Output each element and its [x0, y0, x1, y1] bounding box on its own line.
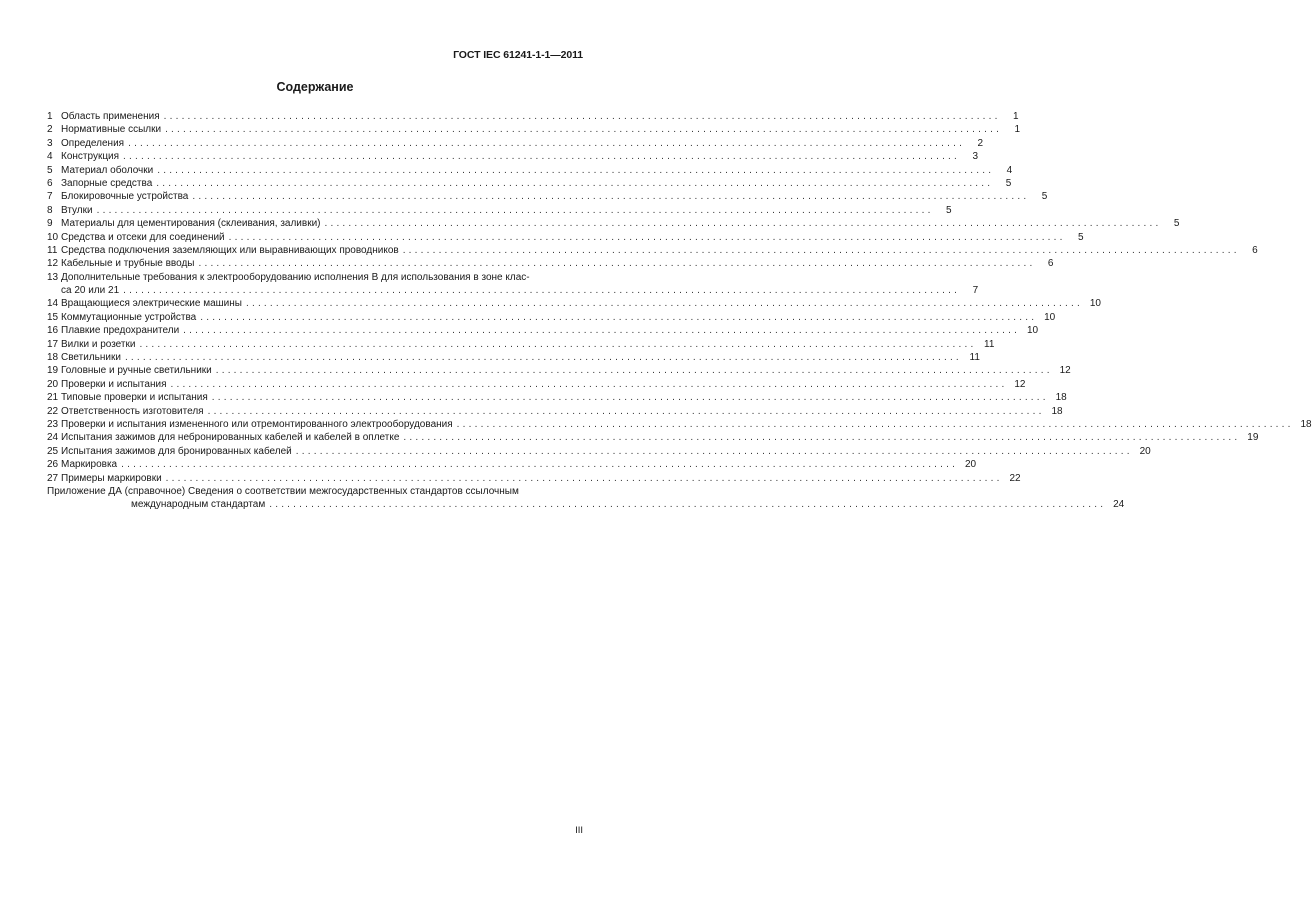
- toc-entry-title: Область применения: [61, 111, 160, 122]
- toc-entry-number: 7: [47, 191, 53, 203]
- dot-leader: ............................................................................................................................................: [456, 418, 1294, 430]
- dot-leader: ............................................................................................................................................: [207, 405, 1045, 417]
- dot-leader: ............................................................................................................................................: [211, 392, 1049, 404]
- toc-entry-page: 5: [1005, 177, 1012, 189]
- dot-leader: ............................................................................................................................................: [157, 164, 995, 176]
- toc-entry-title: Светильники: [61, 352, 121, 364]
- page-number: III: [575, 825, 583, 836]
- toc-entry-page: 18: [1055, 392, 1067, 404]
- toc-entry-title: Нормативные ссылки: [61, 124, 162, 136]
- toc-entry-number: 12: [47, 258, 59, 270]
- toc-entry-number: 3: [47, 137, 53, 149]
- toc-entry-title: Средства и отсеки для соединений: [61, 231, 225, 243]
- toc-entry-title: Плавкие предохранители: [61, 325, 180, 337]
- toc-entry-page: 18: [1300, 418, 1312, 430]
- dot-leader: ............................................................................................................................................: [402, 244, 1240, 256]
- toc-entry[interactable]: [47, 324, 1039, 337]
- standard-designation: ГОСТ IEC 61241-1-1—2011: [453, 49, 583, 61]
- toc-entry-page: 2: [977, 137, 984, 149]
- toc-entry-page: 5: [946, 204, 952, 216]
- toc-entry-page: 19: [1247, 432, 1259, 444]
- dot-leader: ............................................................................................................................................: [123, 285, 961, 297]
- toc-entry[interactable]: [47, 217, 1180, 230]
- dot-leader: ............................................................................................................................................: [245, 298, 1083, 310]
- toc-entry[interactable]: [47, 244, 1258, 257]
- toc-entry[interactable]: [47, 164, 1013, 177]
- toc-entry-number: 27: [47, 472, 59, 484]
- dot-leader: ............................................................................................................................................: [165, 472, 1003, 484]
- dot-leader: ............................................................................................................................................: [96, 204, 934, 216]
- toc-entry-number: 13: [47, 271, 59, 283]
- toc-entry-number: 1: [47, 111, 53, 122]
- toc-entry-title: Примеры маркировки: [61, 472, 162, 484]
- toc-entry-number: 10: [47, 231, 59, 243]
- dot-leader: ............................................................................................................................................: [139, 338, 977, 350]
- toc-entry-title: Испытания зажимов для бронированных кабелей: [61, 445, 292, 457]
- dot-leader: ............................................................................................................................................: [295, 445, 1133, 457]
- toc-entry-title: Блокировочные устройства: [61, 191, 189, 203]
- toc-entry-title: Маркировка: [61, 459, 118, 471]
- toc-entry-number: 26: [47, 459, 59, 471]
- dot-leader: ............................................................................................................................................: [324, 218, 1162, 230]
- toc-entry-page: 6: [1047, 258, 1054, 270]
- dot-leader: ............................................................................................................................................: [198, 258, 1036, 270]
- toc-entry[interactable]: [47, 177, 1012, 190]
- toc-entry-number: 5: [47, 164, 53, 176]
- toc-entry-title: Конструкция: [61, 151, 120, 163]
- toc-entry-title: Материал оболочки: [61, 164, 154, 176]
- dot-leader: ............................................................................................................................................: [128, 137, 966, 149]
- toc-entry[interactable]: [47, 458, 977, 471]
- toc-entry-page: 18: [1051, 405, 1063, 417]
- dot-leader: ............................................................................................................................................: [269, 499, 1107, 511]
- toc-entry-title: Проверки и испытания: [61, 378, 167, 390]
- toc-entry-page: 12: [1014, 378, 1026, 390]
- dot-leader: ............................................................................................................................................: [183, 325, 1021, 337]
- toc-entry[interactable]: [47, 257, 1054, 270]
- toc-entry-number: 19: [47, 365, 59, 377]
- toc-entry[interactable]: [47, 418, 1312, 431]
- toc-entry-number: 18: [47, 352, 59, 364]
- toc-entry-page: 3: [972, 151, 979, 163]
- toc-entry[interactable]: [47, 204, 952, 217]
- toc-entry-page: 5: [1041, 191, 1048, 203]
- toc-entry[interactable]: [47, 445, 1151, 458]
- toc-entry[interactable]: [47, 190, 1048, 203]
- dot-leader: ............................................................................................................................................: [121, 459, 959, 471]
- toc-entry-page: 1: [1014, 124, 1021, 136]
- toc-entry-title: Втулки: [61, 204, 93, 216]
- toc-entry-number: 22: [47, 405, 59, 417]
- toc-entry-title: Материалы для цементирования (склеивания, заливки): [61, 218, 321, 230]
- toc-entry-title: Типовые проверки и испытания: [61, 392, 208, 404]
- toc-entry-number: 15: [47, 311, 59, 323]
- dot-leader: ............................................................................................................................................: [403, 432, 1241, 444]
- toc-annex-title-continuation: международным стандартам: [131, 499, 266, 511]
- toc-annex-title: Приложение ДА (справочное) Сведения о соответствии межгосударственных стандартов ссылочным: [47, 485, 519, 497]
- toc-entry-number: 21: [47, 392, 59, 404]
- toc-entry-page: 10: [1027, 325, 1039, 337]
- toc-entry[interactable]: [47, 297, 1101, 310]
- toc-annex-entry[interactable]: [47, 485, 1125, 512]
- toc-entry-title: Запорные средства: [61, 177, 153, 189]
- toc-entry-title-continuation: са 20 или 21: [61, 285, 120, 297]
- toc-entry-title: Дополнительные требования к электрооборудованию исполнения В для использования в зоне клас-: [61, 271, 530, 283]
- toc-entry-number: 9: [47, 218, 53, 230]
- table-of-contents: [47, 110, 1312, 512]
- toc-entry-number: 11: [47, 244, 58, 256]
- toc-entry-number: 6: [47, 177, 53, 189]
- toc-entry-page: 11: [969, 352, 980, 364]
- toc-entry-page: 11: [984, 338, 995, 350]
- toc-entry-page: 5: [1173, 218, 1180, 230]
- toc-entry[interactable]: [47, 431, 1259, 444]
- toc-entry-number: 20: [47, 378, 59, 390]
- toc-entry-title: Средства подключения заземляющих или выравнивающих проводников: [61, 244, 399, 256]
- toc-entry[interactable]: [47, 123, 1021, 136]
- dot-leader: ............................................................................................................................................: [163, 111, 1001, 122]
- toc-entry-title: Определения: [61, 137, 125, 149]
- toc-entry-page: 10: [1089, 298, 1101, 310]
- dot-leader: ............................................................................................................................................: [124, 352, 962, 364]
- toc-entry-number: 4: [47, 151, 53, 163]
- dot-leader: ............................................................................................................................................: [215, 365, 1053, 377]
- toc-entry[interactable]: [47, 405, 1063, 418]
- toc-entry-page: 20: [964, 459, 977, 471]
- toc-entry[interactable]: [47, 137, 984, 150]
- toc-entry[interactable]: [47, 231, 1084, 244]
- toc-entry-page: 1: [1013, 111, 1019, 122]
- toc-entry[interactable]: [47, 351, 980, 364]
- toc-entry-title: Проверки и испытания измененного или отремонтированного электрооборудования: [61, 418, 453, 430]
- toc-entry[interactable]: [47, 472, 1021, 485]
- toc-entry-number: 16: [47, 325, 59, 337]
- toc-entry-number: 24: [47, 432, 59, 444]
- toc-entry-page: 12: [1059, 365, 1071, 377]
- toc-entry-title: Коммутационные устройства: [61, 311, 197, 323]
- page-title: Содержание: [276, 80, 354, 94]
- toc-entry-title: Вращающиеся электрические машины: [61, 298, 242, 310]
- toc-entry[interactable]: [47, 311, 1056, 324]
- dot-leader: ............................................................................................................................................: [228, 231, 1066, 243]
- toc-entry-page: 22: [1009, 472, 1021, 484]
- toc-entry-number: 8: [47, 204, 53, 216]
- toc-entry-number: 14: [47, 298, 59, 310]
- toc-entry-page: 4: [1006, 164, 1013, 176]
- toc-entry-number: 2: [47, 124, 53, 136]
- dot-leader: ............................................................................................................................................: [200, 311, 1038, 323]
- toc-entry-page: 6: [1252, 244, 1258, 256]
- toc-entry-title: Головные и ручные светильники: [61, 365, 212, 377]
- toc-entry-page: 7: [972, 285, 979, 297]
- toc-entry-title: Испытания зажимов для небронированных кабелей и кабелей в оплетке: [61, 432, 400, 444]
- toc-entry-page: 10: [1044, 311, 1056, 323]
- toc-annex-page: 24: [1113, 499, 1125, 511]
- toc-entry[interactable]: [47, 391, 1067, 404]
- toc-entry[interactable]: [47, 110, 1019, 123]
- dot-leader: ............................................................................................................................................: [170, 378, 1008, 390]
- toc-entry[interactable]: [47, 378, 1026, 391]
- toc-entry[interactable]: [47, 364, 1071, 377]
- dot-leader: ............................................................................................................................................: [165, 124, 1003, 136]
- toc-entry-title: Кабельные и трубные вводы: [61, 258, 195, 270]
- toc-entry[interactable]: [47, 338, 995, 351]
- toc-entry-page: 20: [1139, 445, 1151, 457]
- toc-entry-page: 5: [1078, 231, 1084, 243]
- toc-entry-number: 25: [47, 445, 59, 457]
- toc-entry[interactable]: [47, 150, 979, 163]
- dot-leader: ............................................................................................................................................: [192, 191, 1030, 203]
- toc-entry-number: 17: [47, 338, 59, 350]
- toc-entry-title: Вилки и розетки: [61, 338, 136, 350]
- toc-entry-title: Ответственность изготовителя: [61, 405, 204, 417]
- dot-leader: ............................................................................................................................................: [156, 177, 994, 189]
- toc-entry[interactable]: [47, 271, 979, 298]
- dot-leader: ............................................................................................................................................: [123, 151, 961, 163]
- toc-entry-number: 23: [47, 418, 59, 430]
